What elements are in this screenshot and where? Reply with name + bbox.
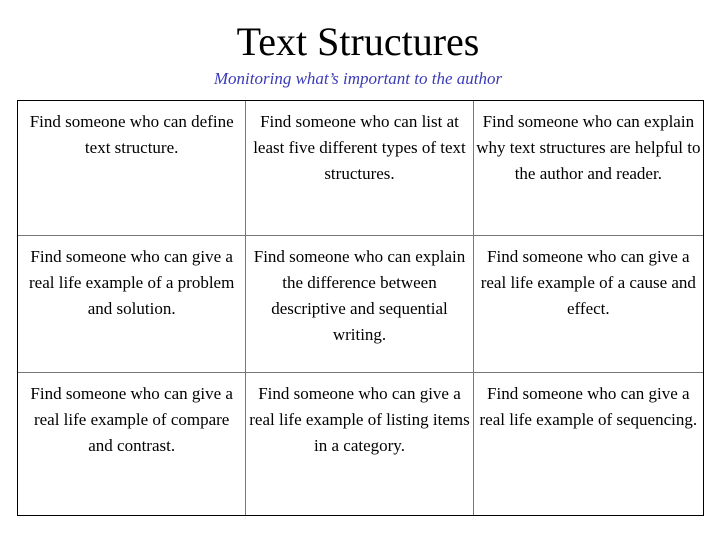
- find-someone-grid: [17, 100, 704, 516]
- grid-cell-listing-items: Find someone who can give a real life example of listing items in a category.: [246, 373, 473, 515]
- grid-cell-compare-contrast: Find someone who can give a real life example of compare and contrast.: [18, 373, 246, 515]
- grid-cell-descriptive-vs-sequential: Find someone who can explain the difference between descriptive and sequential writing.: [246, 236, 473, 372]
- grid-cell-define-text-structure: Find someone who can define text structure.: [18, 101, 246, 236]
- page-subtitle: Monitoring what’s important to the author: [213, 69, 503, 88]
- grid-cell-problem-solution: Find someone who can give a real life example of a problem and solution.: [18, 236, 246, 372]
- grid-cell-sequencing: Find someone who can give a real life example of sequencing.: [479, 383, 698, 429]
- page-title: Text Structures: [236, 19, 480, 64]
- grid-cell-explain-why-helpful: Find someone who can explain why text structures are helpful to the author and reader.: [474, 101, 703, 236]
- grid-cell-list-five-structures: Find someone who can list at least five different types of text structures.: [246, 101, 473, 236]
- grid-cell-cause-effect: Find someone who can give a real life example of a cause and effect.: [474, 236, 703, 372]
